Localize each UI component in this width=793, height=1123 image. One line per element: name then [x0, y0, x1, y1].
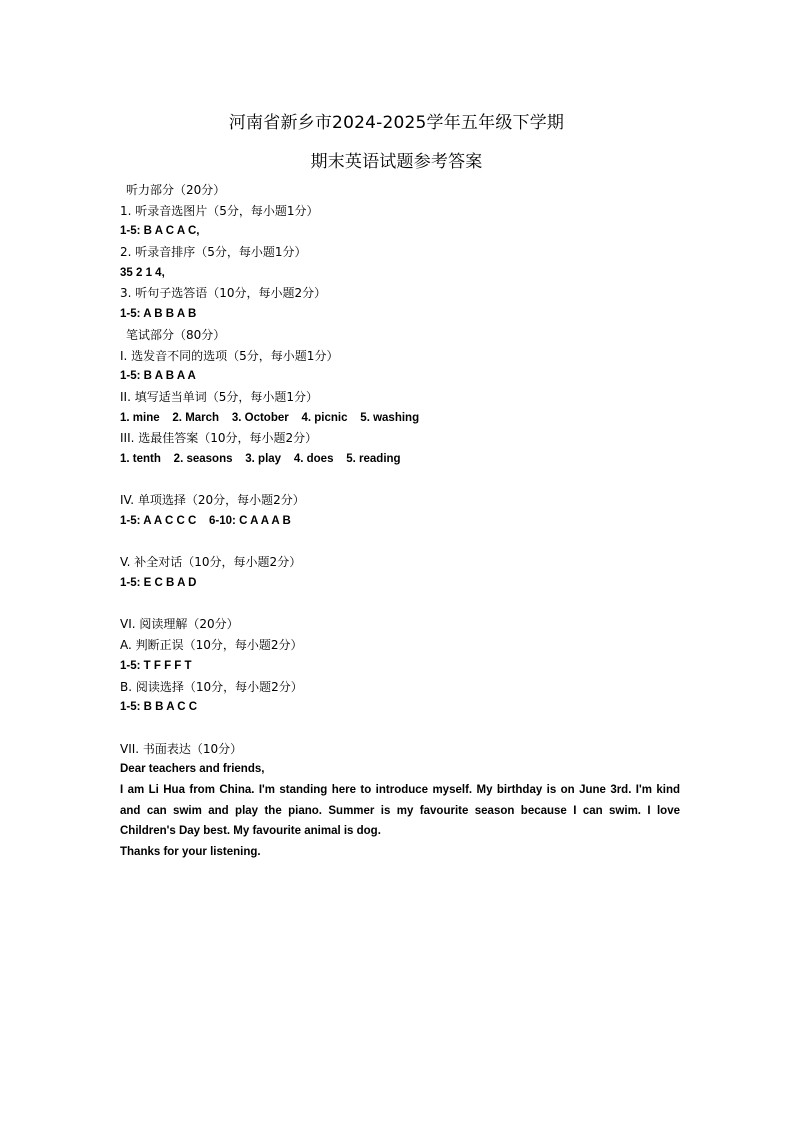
- listening-q1-label: 1. 听录音选图片（5分，每小题1分）: [120, 203, 319, 218]
- spacer: [120, 718, 680, 739]
- section-6b-label: B. 阅读选择（10分，每小题2分）: [120, 679, 303, 694]
- listening-heading: 听力部分（20分）: [126, 183, 226, 197]
- listening-q2-answer: 35 2 1 4,: [120, 266, 165, 279]
- essay-greeting: Dear teachers and friends,: [120, 763, 265, 776]
- section-3-answer: 1. tenth 2. seasons 3. play 4. does 5. reading: [120, 452, 401, 465]
- section-1-label: I. 选发音不同的选项（5分，每小题1分）: [120, 348, 339, 363]
- essay-closing: Thanks for your listening.: [120, 846, 261, 859]
- spacer: [120, 470, 680, 491]
- section-2-label: II. 填写适当单词（5分，每小题1分）: [120, 389, 318, 404]
- section-3-label: III. 选最佳答案（10分，每小题2分）: [120, 431, 318, 446]
- section-7-label: VII. 书面表达（10分）: [120, 741, 243, 756]
- section-4-label: IV. 单项选择（20分，每小题2分）: [120, 493, 305, 508]
- section-6a-label: A. 判断正误（10分，每小题2分）: [120, 638, 303, 653]
- section-6-label: VI. 阅读理解（20分）: [120, 617, 239, 632]
- written-heading: 笔试部分（80分）: [126, 327, 226, 342]
- document-title: 河南省新乡市2024-2025学年五年级下学期: [228, 113, 565, 133]
- answer-content: [120, 180, 680, 863]
- listening-q2-label: 2. 听录音排序（5分，每小题1分）: [120, 245, 307, 260]
- section-5-answer: 1-5: E C B A D: [120, 577, 197, 590]
- section-6a-answer: 1-5: T F F F T: [120, 659, 192, 672]
- spacer: [120, 594, 680, 615]
- listening-q3-answer: 1-5: A B B A B: [120, 308, 197, 321]
- listening-q1-answer: 1-5: B A C A C,: [120, 225, 200, 238]
- section-4-answer: 1-5: A A C C C 6-10: C A A A B: [120, 515, 291, 527]
- spacer: [120, 532, 680, 553]
- section-5-label: V. 补全对话（10分，每小题2分）: [120, 555, 302, 570]
- section-1-answer: 1-5: B A B A A: [120, 370, 196, 383]
- section-2-answer: 1. mine 2. March 3. October 4. picnic 5. washing: [120, 411, 420, 424]
- document-subtitle: 期末英语试题参考答案: [310, 152, 483, 172]
- section-6b-answer: 1-5: B B A C C: [120, 701, 198, 714]
- essay-body: I am Li Hua from China. I'm standing here to introduce myself. My birthday is on June 3rd. I'm kind and can swim and play the piano. Summer is my favourite season because I can swim. I love Children's Day best. My favourite animal is dog.: [120, 783, 680, 838]
- listening-q3-label: 3. 听句子选答语（10分，每小题2分）: [120, 286, 327, 301]
